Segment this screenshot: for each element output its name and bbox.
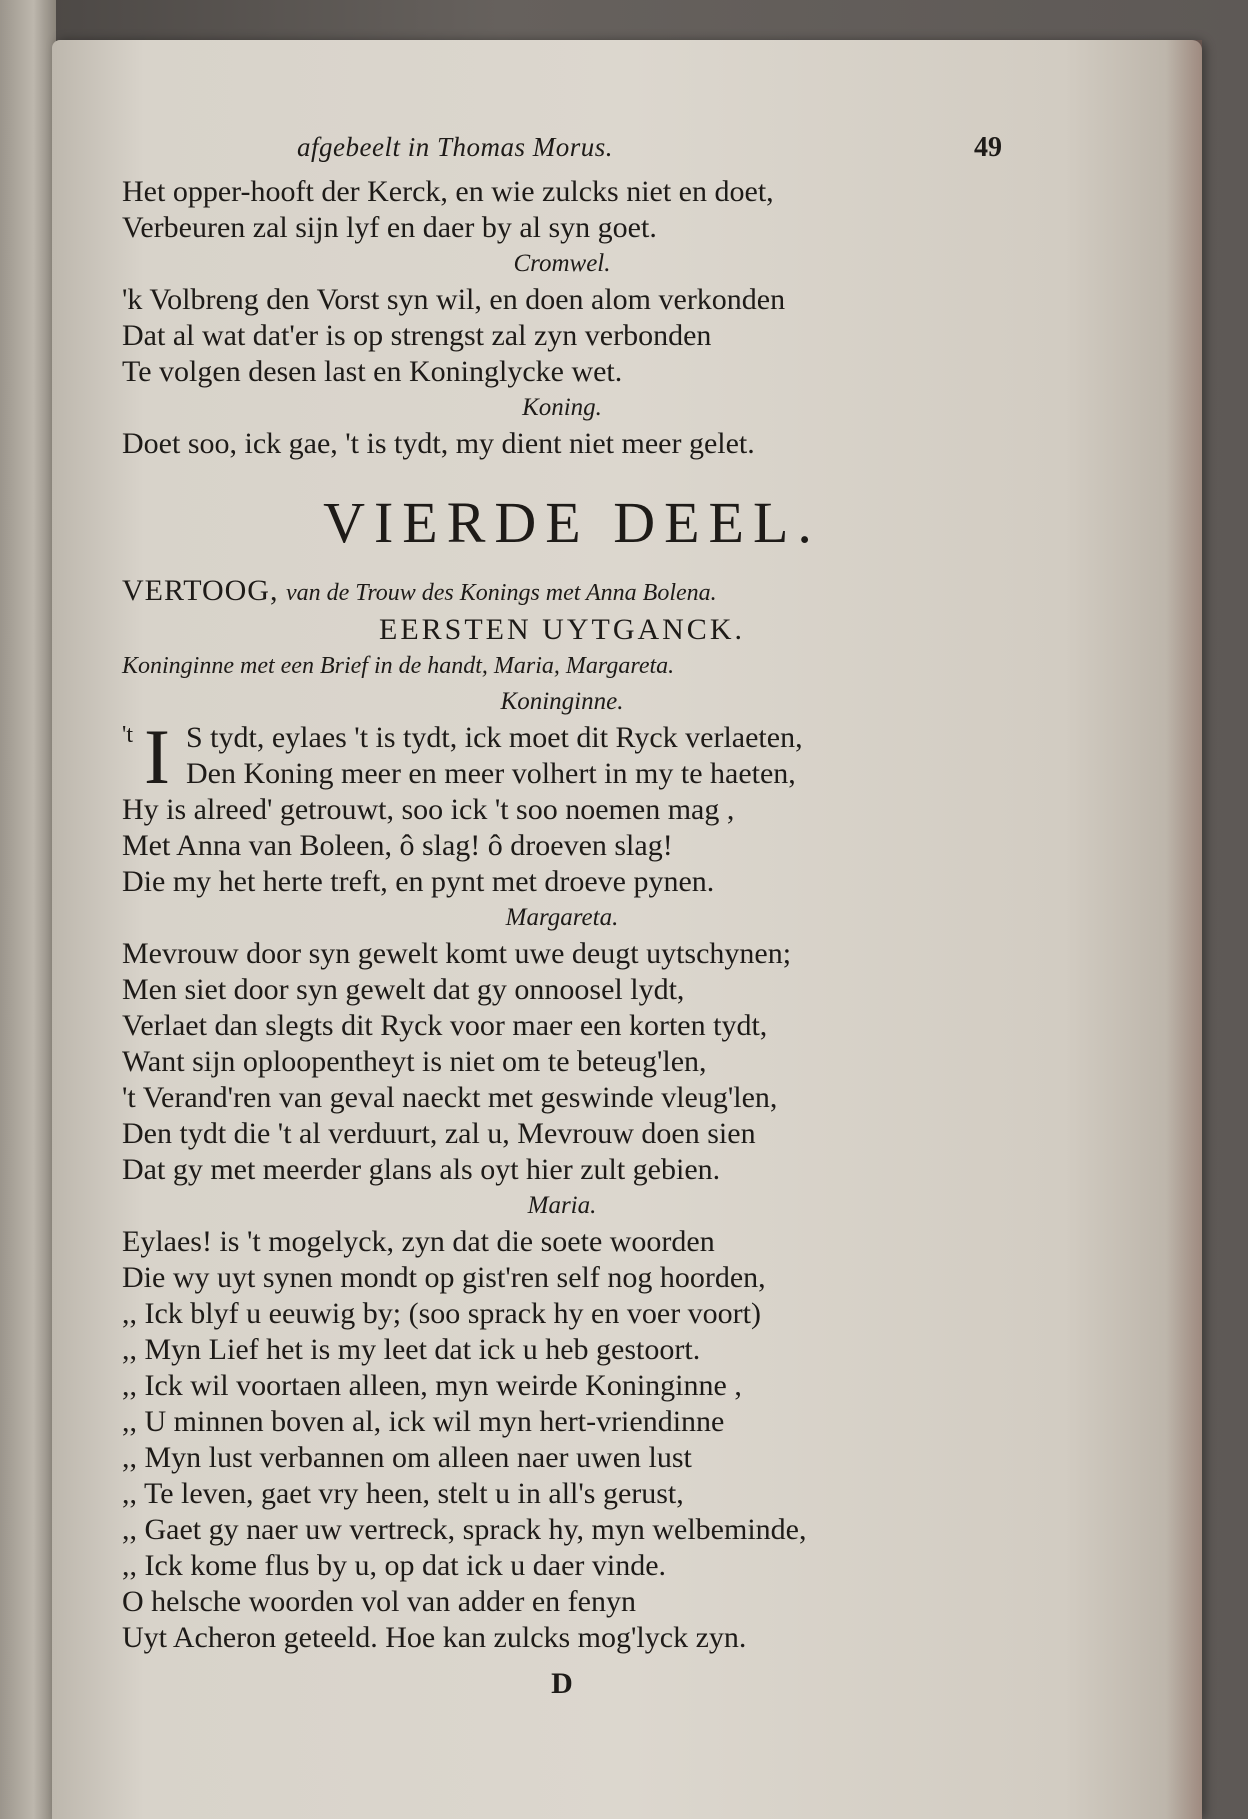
verse-line: ,, Myn Lief het is my leet dat ick u heb gestoort. <box>122 1333 701 1366</box>
verse-line: Met Anna van Boleen, ô slag! ô droeven slag! <box>122 829 673 862</box>
verse-line: Verbeuren zal sijn lyf en daer by al syn goet. <box>122 211 657 244</box>
previous-page-edge <box>0 0 56 1819</box>
speaker-name: Cromwel. <box>513 250 611 277</box>
verse-line: Verlaet dan slegts dit Ryck voor maer een korten tydt, <box>122 1009 768 1042</box>
drop-cap-initial: I <box>144 713 170 800</box>
verse-line: Eylaes! is 't mogelyck, zyn dat die soete woorden <box>122 1225 715 1258</box>
verse-line: ,, U minnen boven al, ick wil myn hert-vriendinne <box>122 1405 725 1438</box>
signature-mark: D <box>551 1667 573 1700</box>
verse-line: Te volgen desen last en Koninglycke wet. <box>122 355 623 388</box>
page-text <box>122 132 1002 1704</box>
opening-line-1: S tydt, eylaes 't is tydt, ick moet dit Ryck verlaeten, <box>186 721 803 754</box>
verse-line: ,, Ick blyf u eeuwig by; (soo sprack hy en voer voort) <box>122 1297 761 1330</box>
verse-line: Het opper-hooft der Kerck, en wie zulcks niet en doet, <box>122 175 774 208</box>
page-edge-shadow <box>1166 40 1202 1819</box>
verse-line: 'k Volbreng den Vorst syn wil, en doen alom verkonden <box>122 283 786 316</box>
top-verse-block <box>122 174 1002 462</box>
page-header <box>122 132 1002 174</box>
vertoog-lead: VERTOOG, <box>122 574 279 607</box>
verse-line: Hy is alreed' getrouwt, soo ick 't soo noemen mag , <box>122 793 735 826</box>
verse-line: Mevrouw door syn gewelt komt uwe deugt uytschynen; <box>122 937 792 970</box>
vertoog-heading <box>122 572 1002 612</box>
verse-line: Die my het herte treft, en pynt met droeve pynen. <box>122 865 715 898</box>
page-number: 49 <box>974 132 1002 163</box>
verse-line: Dat gy met meerder glans als oyt hier zult gebien. <box>122 1153 721 1186</box>
verse-line: ,, Myn lust verbannen om alleen naer uwen lust <box>122 1441 692 1474</box>
speaker-name: Margareta. <box>505 904 619 931</box>
verse-line: ,, Ick wil voortaen alleen, myn weirde Koninginne , <box>122 1369 742 1402</box>
running-head: afgebeelt in Thomas Morus. <box>297 132 613 162</box>
verse-line: Uyt Acheron geteeld. Hoe kan zulcks mog'lyck zyn. <box>122 1621 747 1654</box>
verse-line: ,, Ick kome flus by u, op dat ick u daer vinde. <box>122 1549 667 1582</box>
speaker-name: Koninginne. <box>500 688 624 715</box>
initial-prefix: 't <box>122 722 133 748</box>
verse-line: Die wy uyt synen mondt op gist'ren self nog hoorden, <box>122 1261 766 1294</box>
verse-line: Men siet door syn gewelt dat gy onnoosel lydt, <box>122 973 685 1006</box>
book-page <box>52 40 1202 1819</box>
verse-line: Dat al wat dat'er is op strengst zal zyn verbonden <box>122 319 712 352</box>
vertoog-description: van de Trouw des Konings met Anna Bolena. <box>285 580 717 606</box>
verse-line: Want sijn oploopentheyt is niet om te beteug'len, <box>122 1045 707 1078</box>
section-title: VIERDE DEEL. <box>323 490 821 555</box>
verse-line: ,, Te leven, gaet vry heen, stelt u in all's gerust, <box>122 1477 684 1510</box>
speaker-name: Koning. <box>522 394 602 421</box>
verse-line: 't Verand'ren van geval naeckt met geswinde vleug'len, <box>122 1081 778 1114</box>
scene-heading: EERSTEN UYTGANCK. <box>379 613 745 646</box>
opening-lines <box>122 713 1002 800</box>
verse-line: Doet soo, ick gae, 't is tydt, my dient niet meer gelet. <box>122 427 755 460</box>
stage-direction: Koninginne met een Brief in de handt, Maria, Margareta. <box>122 653 675 679</box>
verse-line: ,, Gaet gy naer uw vertreck, sprack hy, myn welbeminde, <box>122 1513 807 1546</box>
verse-line: O helsche woorden vol van adder en fenyn <box>122 1585 636 1618</box>
speaker-name: Maria. <box>527 1192 597 1219</box>
main-verse-block <box>122 792 1002 1656</box>
verse-line: Den tydt die 't al verduurt, zal u, Mevrouw doen sien <box>122 1117 756 1150</box>
opening-line-2: Den Koning meer en meer volhert in my te haeten, <box>186 757 796 790</box>
